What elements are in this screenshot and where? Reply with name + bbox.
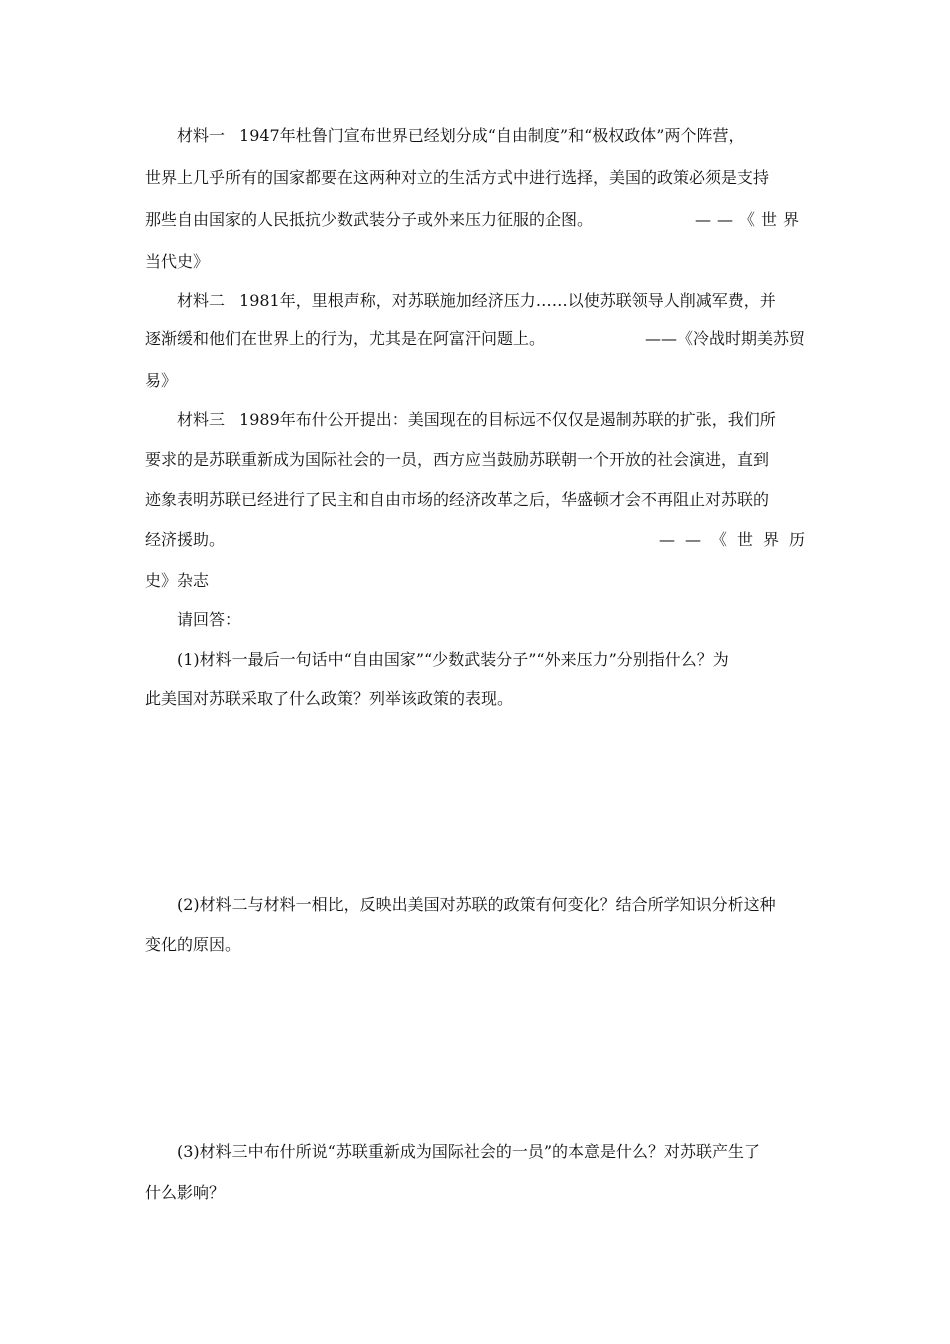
material-2-text: 1981年，里根声称，对苏联施加经济压力……以使苏联领导人削减军费，并 [239,291,776,310]
material-3-text: 1989年布什公开提出：美国现在的目标远不仅仅是遏制苏联的扩张，我们所 [239,410,776,429]
material-1-label: 材料一 [177,126,226,145]
question-3-line-1: (3)材料三中布什所说“苏联重新成为国际社会的一员”的本意是什么？对苏联产生了 [177,1142,761,1161]
material-1-source-tail: 当代史》 [145,252,210,271]
material-2-source: ——《冷战时期美苏贸 [644,329,805,348]
material-2-line-2 [145,327,805,351]
material-3-label: 材料三 [177,410,226,429]
material-1-source: ——《世界 [694,210,805,229]
material-3-source-tail: 史》杂志 [145,571,210,590]
material-1-line-1 [177,124,805,148]
question-3-line-2: 什么影响？ [145,1183,226,1202]
material-3-line-2: 要求的是苏联重新成为国际社会的一员，西方应当鼓励苏联朝一个开放的社会演进，直到 [145,450,770,469]
answer-prompt: 请回答： [177,610,242,629]
question-1-line-2: 此美国对苏联采取了什么政策？列举该政策的表现。 [145,689,514,708]
material-3-line-3: 迹象表明苏联已经进行了民主和自由市场的经济改革之后，华盛顿才会不再阻止对苏联的 [145,490,770,509]
material-2-line-1 [177,289,805,313]
question-1-line-1: (1)材料一最后一句话中“自由国家”“少数武装分子”“外来压力”分别指什么？为 [177,650,729,669]
material-1-text-end: 那些自由国家的人民抵抗少数武装分子或外来压力征服的企图。 [145,210,594,229]
material-3-source: ——《世界历 [658,530,815,549]
question-2-line-2: 变化的原因。 [145,935,242,954]
material-2-source-tail: 易》 [145,371,178,390]
material-1-line-2: 世界上几乎所有的国家都要在这两种对立的生活方式中进行选择，美国的政策必须是支持 [145,168,770,187]
material-2-text-end: 逐渐缓和他们在世界上的行为，尤其是在阿富汗问题上。 [145,329,546,348]
material-3-line-4 [145,528,815,552]
question-2-line-1: (2)材料二与材料一相比，反映出美国对苏联的政策有何变化？结合所学知识分析这种 [177,895,776,914]
material-3-line-1 [177,408,805,432]
material-1-text: 1947年杜鲁门宣布世界已经划分成“自由制度”和“极权政体”两个阵营， [239,126,745,145]
material-3-text-end: 经济援助。 [145,530,226,549]
material-1-line-3 [145,208,805,232]
material-2-label: 材料二 [177,291,226,310]
